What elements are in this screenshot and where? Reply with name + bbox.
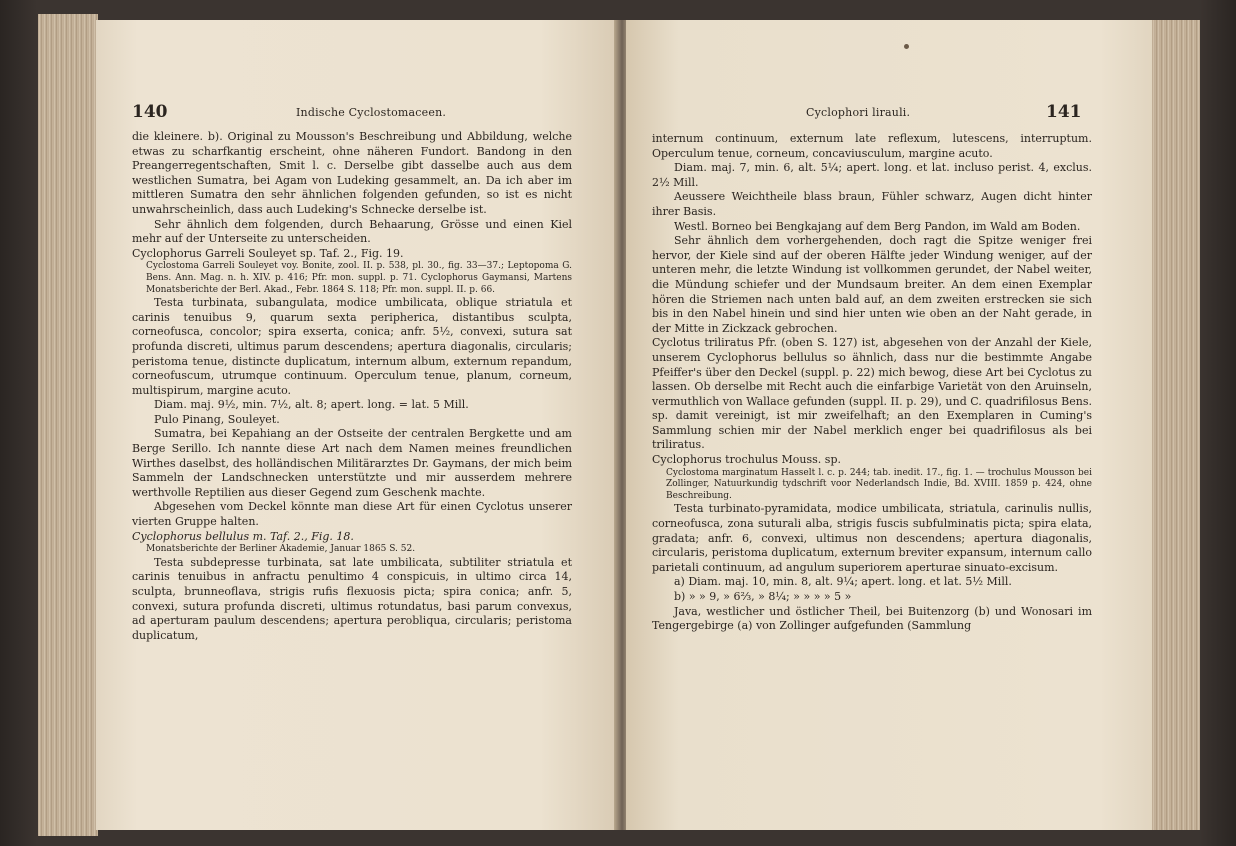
locality: Westl. Borneo bei Bengkajang auf dem Berg Pandon, im Wald am Boden. <box>674 219 1081 233</box>
paragraph: Abgesehen vom Deckel könnte man diese Art für einen Cyclotus unserer vierten Gruppe halten. <box>132 500 572 529</box>
ink-speck <box>904 44 909 49</box>
paragraph: Testa subdepresse turbinata, sat late umbilicata, subtiliter striatula et carinis tenuibus in anfractu penultimo 4 conspicuis, in ultimo circa 14, sculpta, brunneoflava, strigis rufis flexuosis picta; spira conica; anfr. 5, convexi, sutura profunda discreti, ultimus rotundatus, basi parum convexus, ad aperturam paulum descendens; apertura perobliqua, circularis; peristoma duplicatum, <box>132 555 572 642</box>
paragraph: Aeussere Weichtheile blass braun, Fühler schwarz, Augen dicht hinter ihrer Basis. <box>652 190 1092 218</box>
locality: Pulo Pinang, Souleyet. <box>154 412 280 426</box>
left-page <box>96 20 618 830</box>
right-running-head: Cyclophori lirauli. <box>806 106 911 119</box>
page-edges-right <box>1150 20 1200 830</box>
paragraph: Testa turbinata, subangulata, modice umbilicata, oblique striatula et carinis tenuibus 9, quarum sexta peripherica, distantibus sculpta, corneofusca, concolor; spira exserta, conica; anfr. 5½, convexi, sutura sat profunda discreti, ultimus parum descendens; apertura diagonalis, circularis; peristoma tenue, distincte duplicatum, internum album, externum repandum, corneofuscum, utrumque continuum. Operculum tenue, planum, corneum, multispirum, margine acuto. <box>132 296 572 397</box>
paragraph: Java, westlicher und östlicher Theil, bei Buitenzorg (b) und Wonosari im Tengergebirge (a) von Zollinger aufgefunden (Sammlung <box>652 604 1092 633</box>
left-running-head: Indische Cyclostomaceen. <box>296 106 447 119</box>
right-page-number: 141 <box>1046 102 1082 122</box>
paragraph: Cyclotus triliratus Pfr. (oben S. 127) ist, abgesehen von der Anzahl der Kiele, unserem Cyclophorus bellulus so ähnlich, dass nur die bestimmte Angabe Pfeiffer's über den Deckel (suppl. p. 22) mich bewog, diese Art bei Cyclotus zu lassen. Ob derselbe mit Recht auch die einfarbige Varietät von den Aruinseln, vermuthlich von Wallace gefunden (suppl. II. p. 29), und C. quadrifilosus Bens. sp. damit vereinigt, ist mir zweifelhaft; an den Exemplaren in Cuming's Sammlung schien mir der Nabel merklich enger bei quadrifilosus als bei triliratus. <box>652 336 1092 452</box>
measurements: b) » » 9, » 6⅔, » 8¼; » » » » 5 » <box>674 590 852 603</box>
species-heading: Cyclophorus trochulus Mouss. sp. <box>652 453 841 467</box>
right-body-text <box>652 132 1092 634</box>
measurements: Diam. maj. 9½, min. 7½, alt. 8; apert. long. = lat. 5 Mill. <box>154 398 469 412</box>
citation: Monatsberichte der Berliner Akademie, Januar 1865 S. 52. <box>146 544 416 555</box>
paragraph: Sehr ähnlich dem folgenden, durch Behaarung, Grösse und einen Kiel mehr auf der Unterseite zu unterscheiden. <box>132 217 572 246</box>
paragraph: Sehr ähnlich dem vorhergehenden, doch ragt die Spitze weniger frei hervor, der Kiele sind auf der oberen Hälfte jeder Windung weniger, auf der unteren mehr, die letzte Windung ist vollkommen gerundet, der Nabel weiter, die Mündung schiefer und der Mundsaum breiter. An dem einen Exemplar hören die Striemen nach unten bald auf, an dem zweiten erstrecken sie sich bis in den Nabel hinein und sind hier unten wie oben an der Naht gerade, in der Mitte in Zickzack gebrochen. <box>652 234 1092 335</box>
paragraph: Sumatra, bei Kepahiang an der Ostseite der centralen Bergkette und am Berge Serillo. Ich nannte diese Art nach dem Namen meines freundlichen Wirthes daselbst, des holländischen Militärarztes Dr. Gaymans, der mich beim Sammeln der Landschnecken unterstützte und mir ausserdem mehrere werthvolle Reptilien aus dieser Gegend zum Geschenk machte. <box>132 427 572 499</box>
citation: Cyclostoma marginatum Hasselt l. c. p. 244; tab. inedit. 17., fig. 1. — trochulus Mousson bei Zollinger, Natuurkundig tydschrift voor Nederlandsch Indie, Bd. XVIII. 1859 p. 424, ohne Beschreibung. <box>666 467 1092 501</box>
measurements: a) Diam. maj. 10, min. 8, alt. 9¼; apert. long. et lat. 5½ Mill. <box>674 575 1012 589</box>
species-heading: Cyclophorus Garreli Souleyet sp. Taf. 2., Fig. 19. <box>132 246 404 260</box>
species-heading: Cyclophorus bellulus m. Taf. 2., Fig. 18. <box>132 529 354 543</box>
measurements: Diam. maj. 7, min. 6, alt. 5¼; apert. long. et lat. incluso perist. 4, exclus. 2½ Mill. <box>652 161 1092 189</box>
left-page-number: 140 <box>132 102 168 122</box>
citation: Cyclostoma Garreli Souleyet voy. Bonite, zool. II. p. 538, pl. 30., fig. 33—37.; Leptopoma G. Bens. Ann. Mag. n. h. XIV. p. 416; Pfr. mon. suppl. p. 71. Cyclophorus Gaymansi, Martens Monatsberichte der Berl. Akad., Febr. 1864 S. 118; Pfr. mon. suppl. II. p. 66. <box>146 261 572 295</box>
paragraph: die kleinere. b). Original zu Mousson's Beschreibung und Abbildung, welche etwas zu scharfkantig erscheint, ohne näheren Fundort. Bandong in den Preangerregentschaften, Smit l. c. Derselbe gibt dasselbe auch aus dem westlichen Sumatra, bei Agam von Ludeking gesammelt, an. Da ich aber im mittleren Sumatra den sehr ähnlichen folgenden gefunden, so ist es nicht unwahrscheinlich, dass auch Ludeking's Schnecke derselbe ist. <box>132 130 572 216</box>
page-edges-left <box>38 14 98 836</box>
left-body-text <box>132 130 572 643</box>
paragraph: internum continuum, externum late reflexum, lutescens, interruptum. Operculum tenue, corneum, concaviusculum, margine acuto. <box>652 132 1092 160</box>
right-page <box>626 20 1152 830</box>
paragraph: Testa turbinato-pyramidata, modice umbilicata, striatula, carinulis nullis, corneofusca, zona suturali alba, strigis fuscis subfulminatis picta; spira elata, gradata; anfr. 6, convexi, ultimus non descendens; apertura diagonalis, circularis, peristoma duplicatum, externum breviter expansum, internum callo parietali continuum, ad angulum superiorem aperturae sinuato-excisum. <box>652 502 1092 574</box>
